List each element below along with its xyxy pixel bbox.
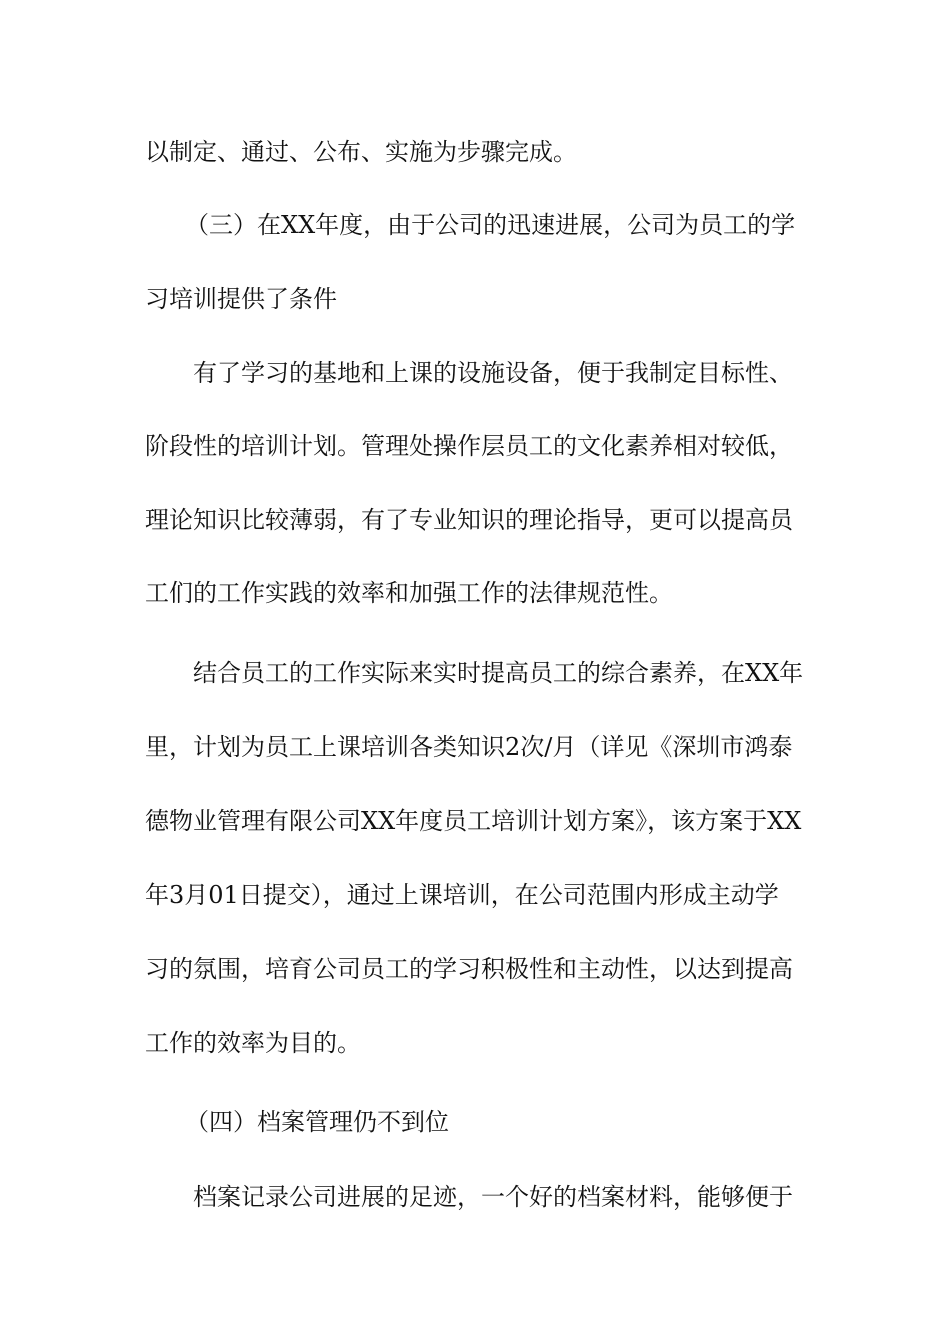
- paragraph-line: 习的氛围，培育公司员工的学习积极性和主动性，以达到提高: [145, 955, 793, 983]
- section-heading-3: （三）在XX年度，由于公司的迅速进展，公司为员工的学: [185, 211, 796, 239]
- paragraph-line: 阶段性的培训计划。管理处操作层员工的文化素养相对较低，: [145, 432, 793, 460]
- paragraph-line: 结合员工的工作实际来实时提高员工的综合素养，在XX年: [193, 659, 804, 687]
- paragraph-line: 工们的工作实践的效率和加强工作的法律规范性。: [145, 579, 673, 607]
- section-heading-3-cont: 习培训提供了条件: [145, 285, 337, 313]
- paragraph-line: 理论知识比较薄弱，有了专业知识的理论指导，更可以提高员: [145, 506, 793, 534]
- paragraph-line: 有了学习的基地和上课的设施设备，便于我制定目标性、: [193, 359, 793, 387]
- paragraph-line: 以制定、通过、公布、实施为步骤完成。: [145, 138, 577, 166]
- section-heading-4: （四）档案管理仍不到位: [185, 1108, 449, 1136]
- paragraph-line: 年3月01日提交），通过上课培训，在公司范围内形成主动学: [145, 881, 779, 909]
- paragraph-line: 工作的效率为目的。: [145, 1029, 361, 1057]
- paragraph-line: 里，计划为员工上课培训各类知识2次/月（详见《深圳市鸿泰: [145, 733, 793, 761]
- paragraph-line: 档案记录公司进展的足迹，一个好的档案材料，能够便于: [193, 1183, 793, 1211]
- paragraph-line: 德物业管理有限公司XX年度员工培训计划方案》，该方案于XX: [145, 807, 802, 835]
